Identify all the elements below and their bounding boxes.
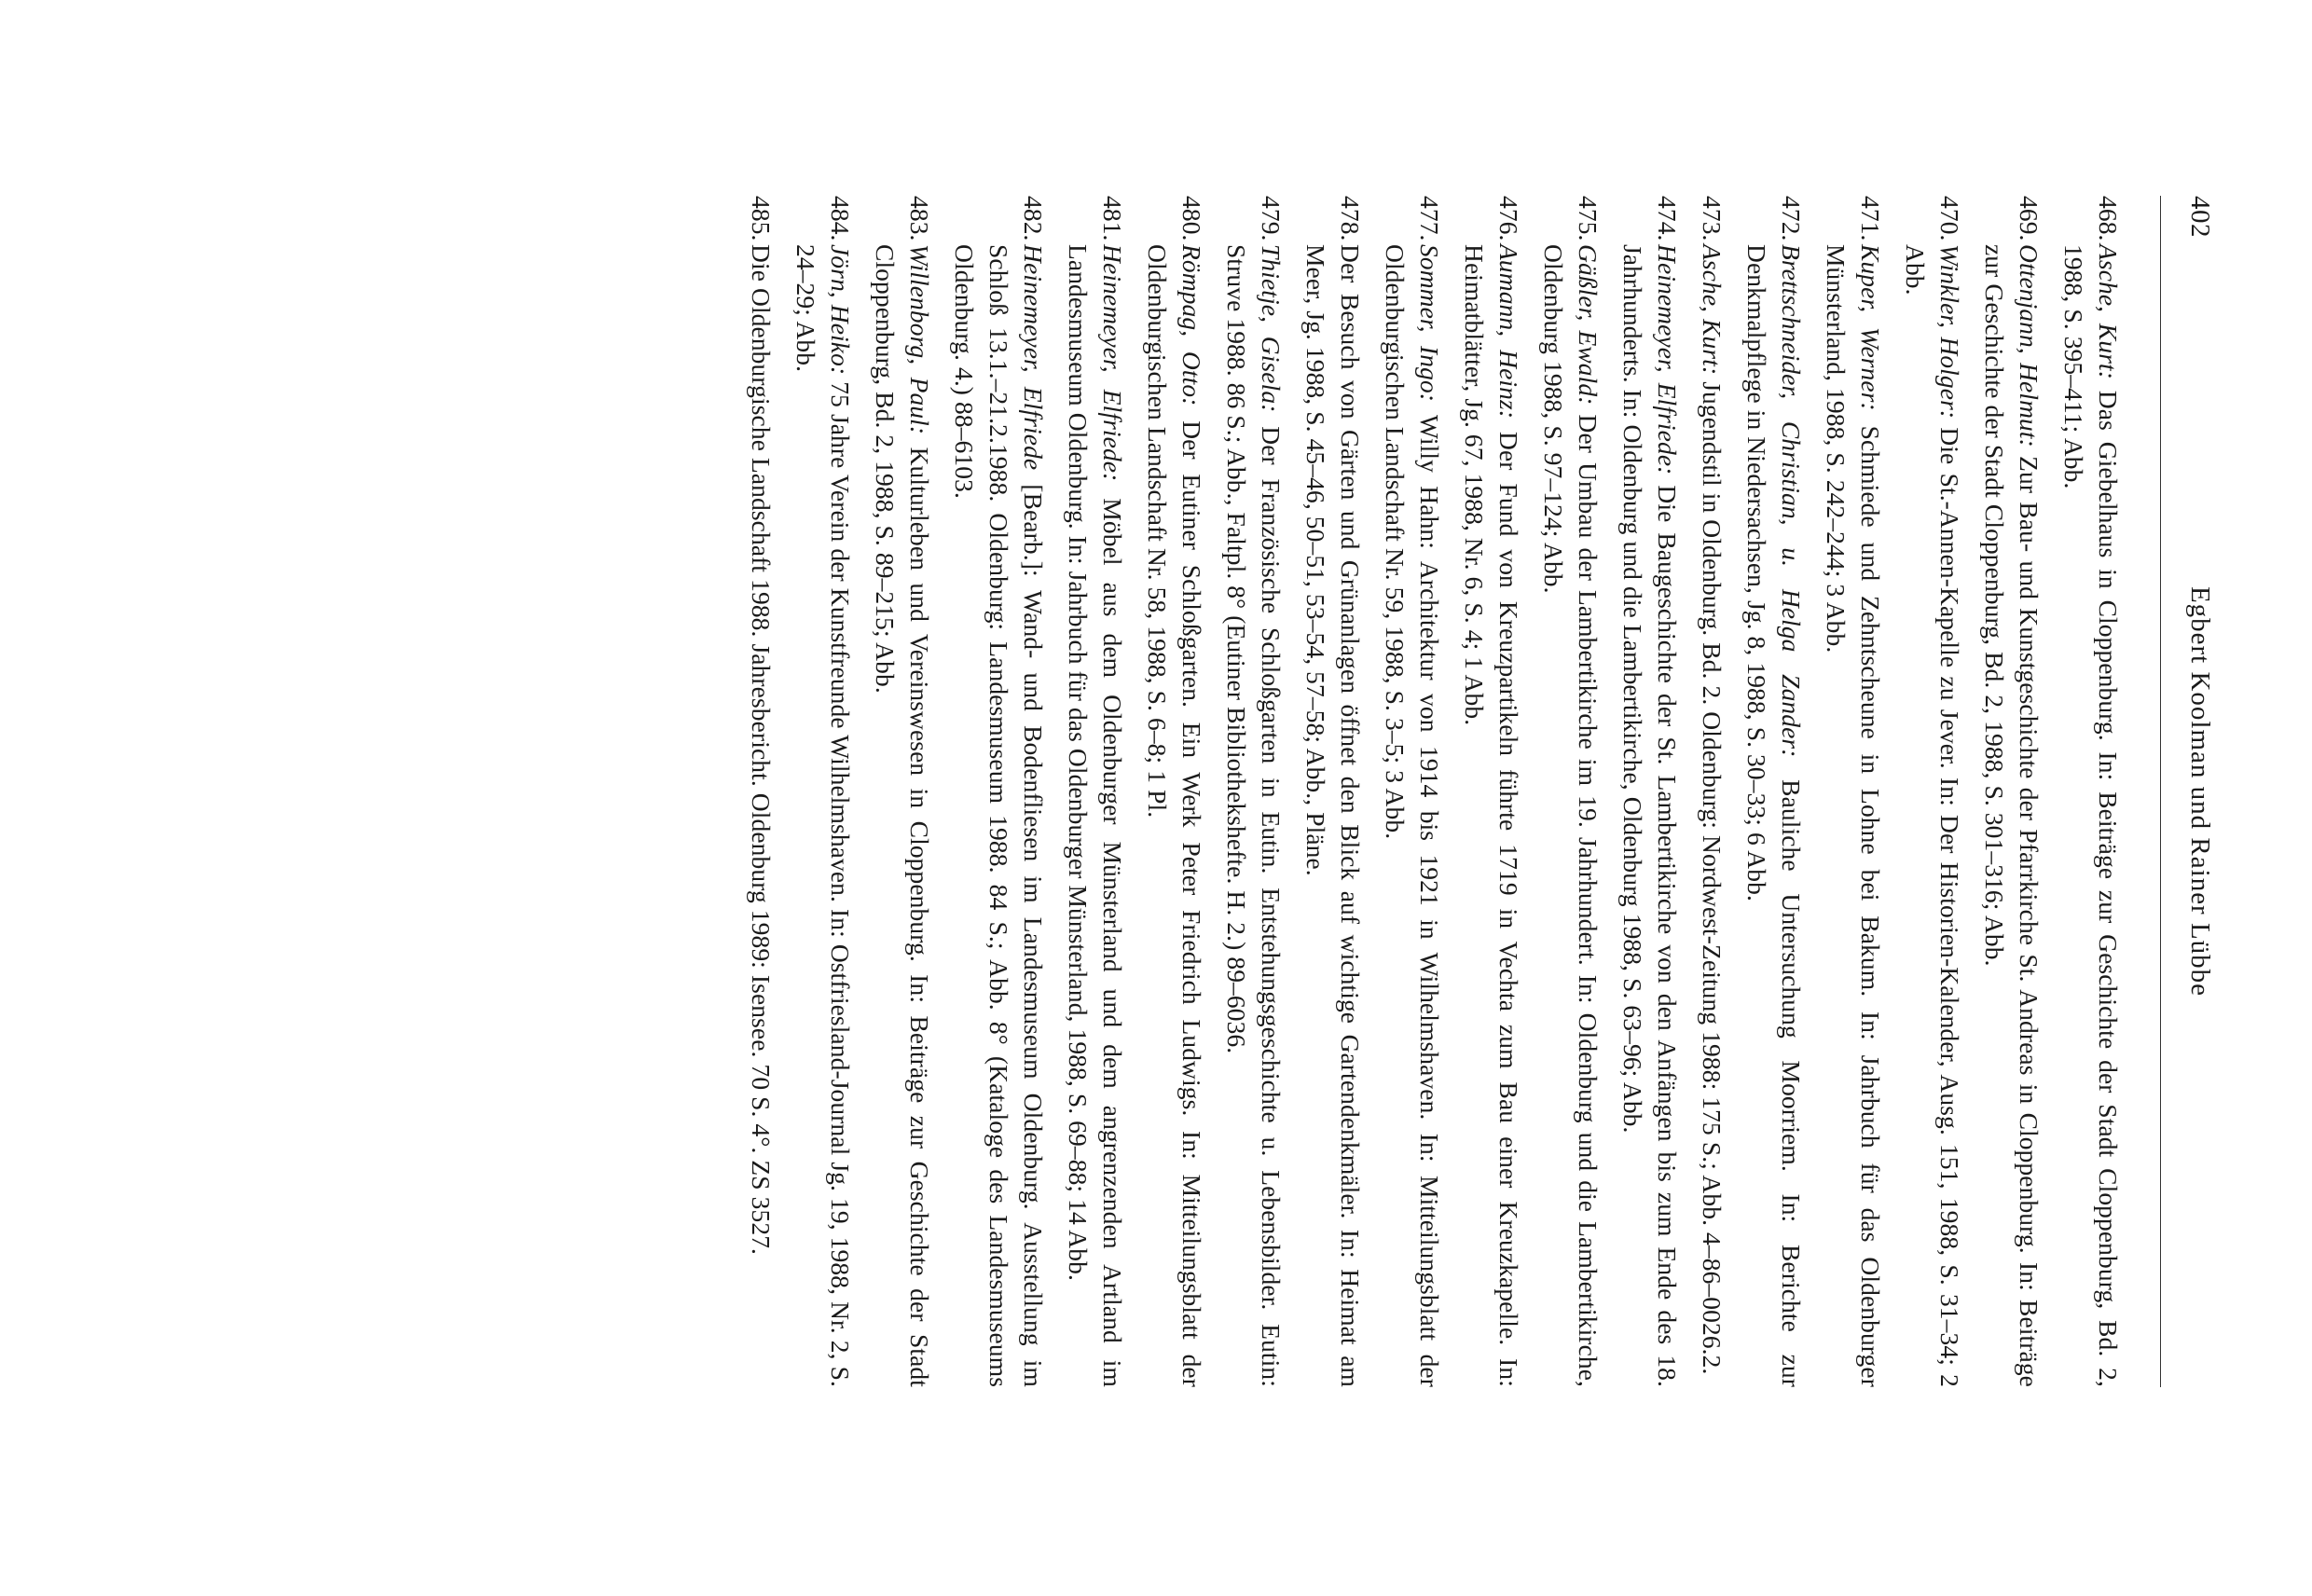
entry-number: 481. [1098, 196, 1127, 241]
bibliography-entry [1457, 196, 1526, 1387]
entry-text: Der Umbau der Lambertikirche im 19. Jahrhundert. In: Oldenburg und die Lambertikirche, Oldenburg 1988, S. 97–124; Abb. [1539, 244, 1603, 1388]
bibliography-entry [1616, 196, 1685, 1387]
entry-number: 469. [2015, 196, 2044, 241]
entry-text: Willy Hahn: Architektur von 1914 bis 1921 in Wilhelmshaven. In: Mitteilungsblatt der Oldenburgischen Landschaft Nr. 59, 1988, S. 3–5; 3 Abb. [1381, 244, 1444, 1387]
entry-number: 479. [1257, 196, 1286, 241]
entry-number: 485. [747, 196, 776, 241]
entry-number: 484. [826, 196, 855, 241]
entry-text: Kulturleben und Vereinswesen in Cloppenburg. In: Beiträge zur Geschichte der Stadt Cloppenburg, Bd. 2, 1988, S. 89–215; Abb. [871, 244, 934, 1388]
bibliography-entry [868, 196, 937, 1387]
entry-number: 470. [1935, 196, 1964, 241]
running-head: Egbert Koolman und Rainer Lübbe [2185, 585, 2215, 998]
entry-author: Gäßler, Ewald: [1574, 244, 1603, 406]
entry-author: Ottenjann, Helmut: [2015, 244, 2044, 447]
entry-text: Der Eutiner Schloßgarten. Ein Werk Peter Friedrich Ludwigs. In: Mitteilungsblatt der Oldenburgischen Landschaft Nr. 58, 1988, S. 6–8; 1 Pl. [1143, 244, 1206, 1387]
entry-number: 482. [1019, 196, 1048, 241]
entry-author: Heinemeyer, Elfriede [1019, 244, 1048, 471]
entry-text: Die St.-Annen-Kapelle zu Jever. In: Der Historien-Kalender, Ausg. 151, 1988, S. 31–34; 2 Abb. [1901, 244, 1964, 1387]
entry-number: 472. [1777, 196, 1806, 241]
bibliography-entry [1219, 196, 1288, 1387]
entry-number: 475. [1574, 196, 1603, 241]
entry-text: Die Oldenburgische Landschaft 1988. Jahresbericht. Oldenburg 1989: Isensee. 70 S. 4°. ZS 3527. [747, 244, 776, 1256]
entry-author: Asche, Kurt: [1698, 244, 1727, 376]
entry-author: Willenborg, Paul: [905, 244, 934, 435]
entry-text: Zur Bau- und Kunstgeschichte der Pfarrkirche St. Andreas in Cloppenburg. In: Beiträge zur Geschichte der Stadt Cloppenburg, Bd. 2, 1988, S. 301–316; Abb. [1980, 244, 2044, 1387]
bibliography-entry [1695, 196, 1729, 1387]
bibliography-entry [1536, 196, 1605, 1387]
entry-author: Thietje, Gisela: [1257, 244, 1286, 413]
entry-number: 471. [1856, 196, 1885, 241]
entry-text: Schmiede und Zehntscheune in Lohne bei Bakum. In: Jahrbuch für das Oldenburger Münsterland, 1988, S. 242–244; 3 Abb. [1822, 244, 1885, 1387]
bibliography-entry [1378, 196, 1447, 1387]
entry-number: 473. [1698, 196, 1727, 241]
bibliography-entry [1061, 196, 1130, 1387]
entry-number: 478. [1336, 196, 1365, 241]
page-number: 402 [2185, 196, 2215, 238]
bibliography-entry [1299, 196, 1368, 1387]
entry-author: Brettschneider, Christian, u. Helga Zander: [1777, 244, 1806, 758]
entry-text: [Bearb.]: Wand- und Bodenfliesen im Landesmuseum Oldenburg. Ausstellung im Schloß 13.1.–21.2.1988. Oldenburg: Landesmuseum 1988. 84 S.; Abb. 8° (Kataloge des Landesmuseums Oldenburg. 4.) 88–6103. [950, 244, 1048, 1387]
bibliography-entry [1977, 196, 2046, 1387]
bibliography-entry [1740, 196, 1809, 1387]
bibliography-list [734, 196, 2126, 1387]
entry-author: Heinemeyer, Elfriede: [1653, 244, 1682, 475]
bibliography-entry [2057, 196, 2126, 1387]
entry-number: 474. [1653, 196, 1682, 241]
entry-author: Winkler, Holger: [1935, 244, 1964, 420]
entry-author: Aumann, Heinz: [1494, 244, 1523, 420]
entry-number: 483. [905, 196, 934, 241]
entry-text: Der Französische Schloßgarten in Eutin. Entstehungsgeschichte u. Lebensbilder. Eutin: Struve 1988. 86 S.; Abb., Faltpl. 8° (Eutiner Bibliothekshefte. H. 2.) 89–6036. [1222, 244, 1286, 1387]
entry-text: Das Giebelhaus in Cloppenburg. In: Beiträge zur Geschichte der Stadt Cloppenburg, Bd. 2, 1988, S. 395–411; Abb. [2059, 244, 2123, 1387]
bibliography-entry [1898, 196, 1967, 1387]
entry-author: Römpag, Otto: [1177, 244, 1206, 406]
entry-number: 468. [2094, 196, 2123, 241]
page-header [2160, 196, 2219, 1387]
entry-text: Der Besuch von Gärten und Grünanlagen öffnet den Blick auf wichtige Gartendenkmäler. In: Heimat am Meer, Jg. 1988, S. 45–46, 50–51, 53–54, 57–58; Abb., Pläne. [1301, 244, 1365, 1387]
entry-number: 477. [1415, 196, 1444, 241]
entry-text: Jugendstil in Oldenburg. Bd. 2. Oldenburg: Nordwest-Zeitung 1988: 175 S.; Abb. 4–86–0026.2. [1698, 381, 1727, 1375]
entry-text: Die Baugeschichte der St. Lambertikirche von den Anfängen bis zum Ende des 18. Jahrhunderts. In: Oldenburg und die Lambertikirche, Oldenburg 1988, S. 63–96; Abb. [1618, 244, 1682, 1387]
entry-number: 480. [1177, 196, 1206, 241]
entry-number: 476. [1494, 196, 1523, 241]
entry-author: Asche, Kurt: [2094, 244, 2123, 380]
bibliography-entry [947, 196, 1051, 1387]
bibliography-entry [1819, 196, 1888, 1387]
entry-text: Der Fund von Kreuzpartikeln führte 1719 in Vechta zum Bau einer Kreuzkapelle. In: Heimatblätter, Jg. 67, 1988, Nr. 6, S. 4; 1 Abb. [1460, 244, 1523, 1388]
entry-author: Jörn, Heiko: [826, 244, 855, 376]
entry-text: 75 Jahre Verein der Kunstfreunde Wilhelmshaven. In: Ostfriesland-Journal Jg. 19, 1988, Nr. 2, S. 24–29; Abb. [791, 244, 855, 1387]
entry-author: Sommer, Ingo: [1415, 244, 1444, 403]
bibliography-entry [744, 196, 778, 1387]
entry-author: Heinemeyer, Elfriede: [1098, 244, 1127, 482]
bibliography-entry [789, 196, 858, 1387]
bibliography-entry [1140, 196, 1209, 1387]
entry-author: Kuper, Werner: [1856, 244, 1885, 411]
entry-text: Bauliche Untersuchung Moorriem. In: Berichte zur Denkmalpflege in Niedersachsen, Jg. 8, 1988, S. 30–33; 6 Abb. [1742, 244, 1806, 1387]
entry-text: Möbel aus dem Oldenburger Münsterland und dem angrenzenden Artland im Landesmuseum Oldenburg. In: Jahrbuch für das Oldenburger Münsterland, 1988, S. 69–88; 14 Abb. [1064, 244, 1127, 1387]
